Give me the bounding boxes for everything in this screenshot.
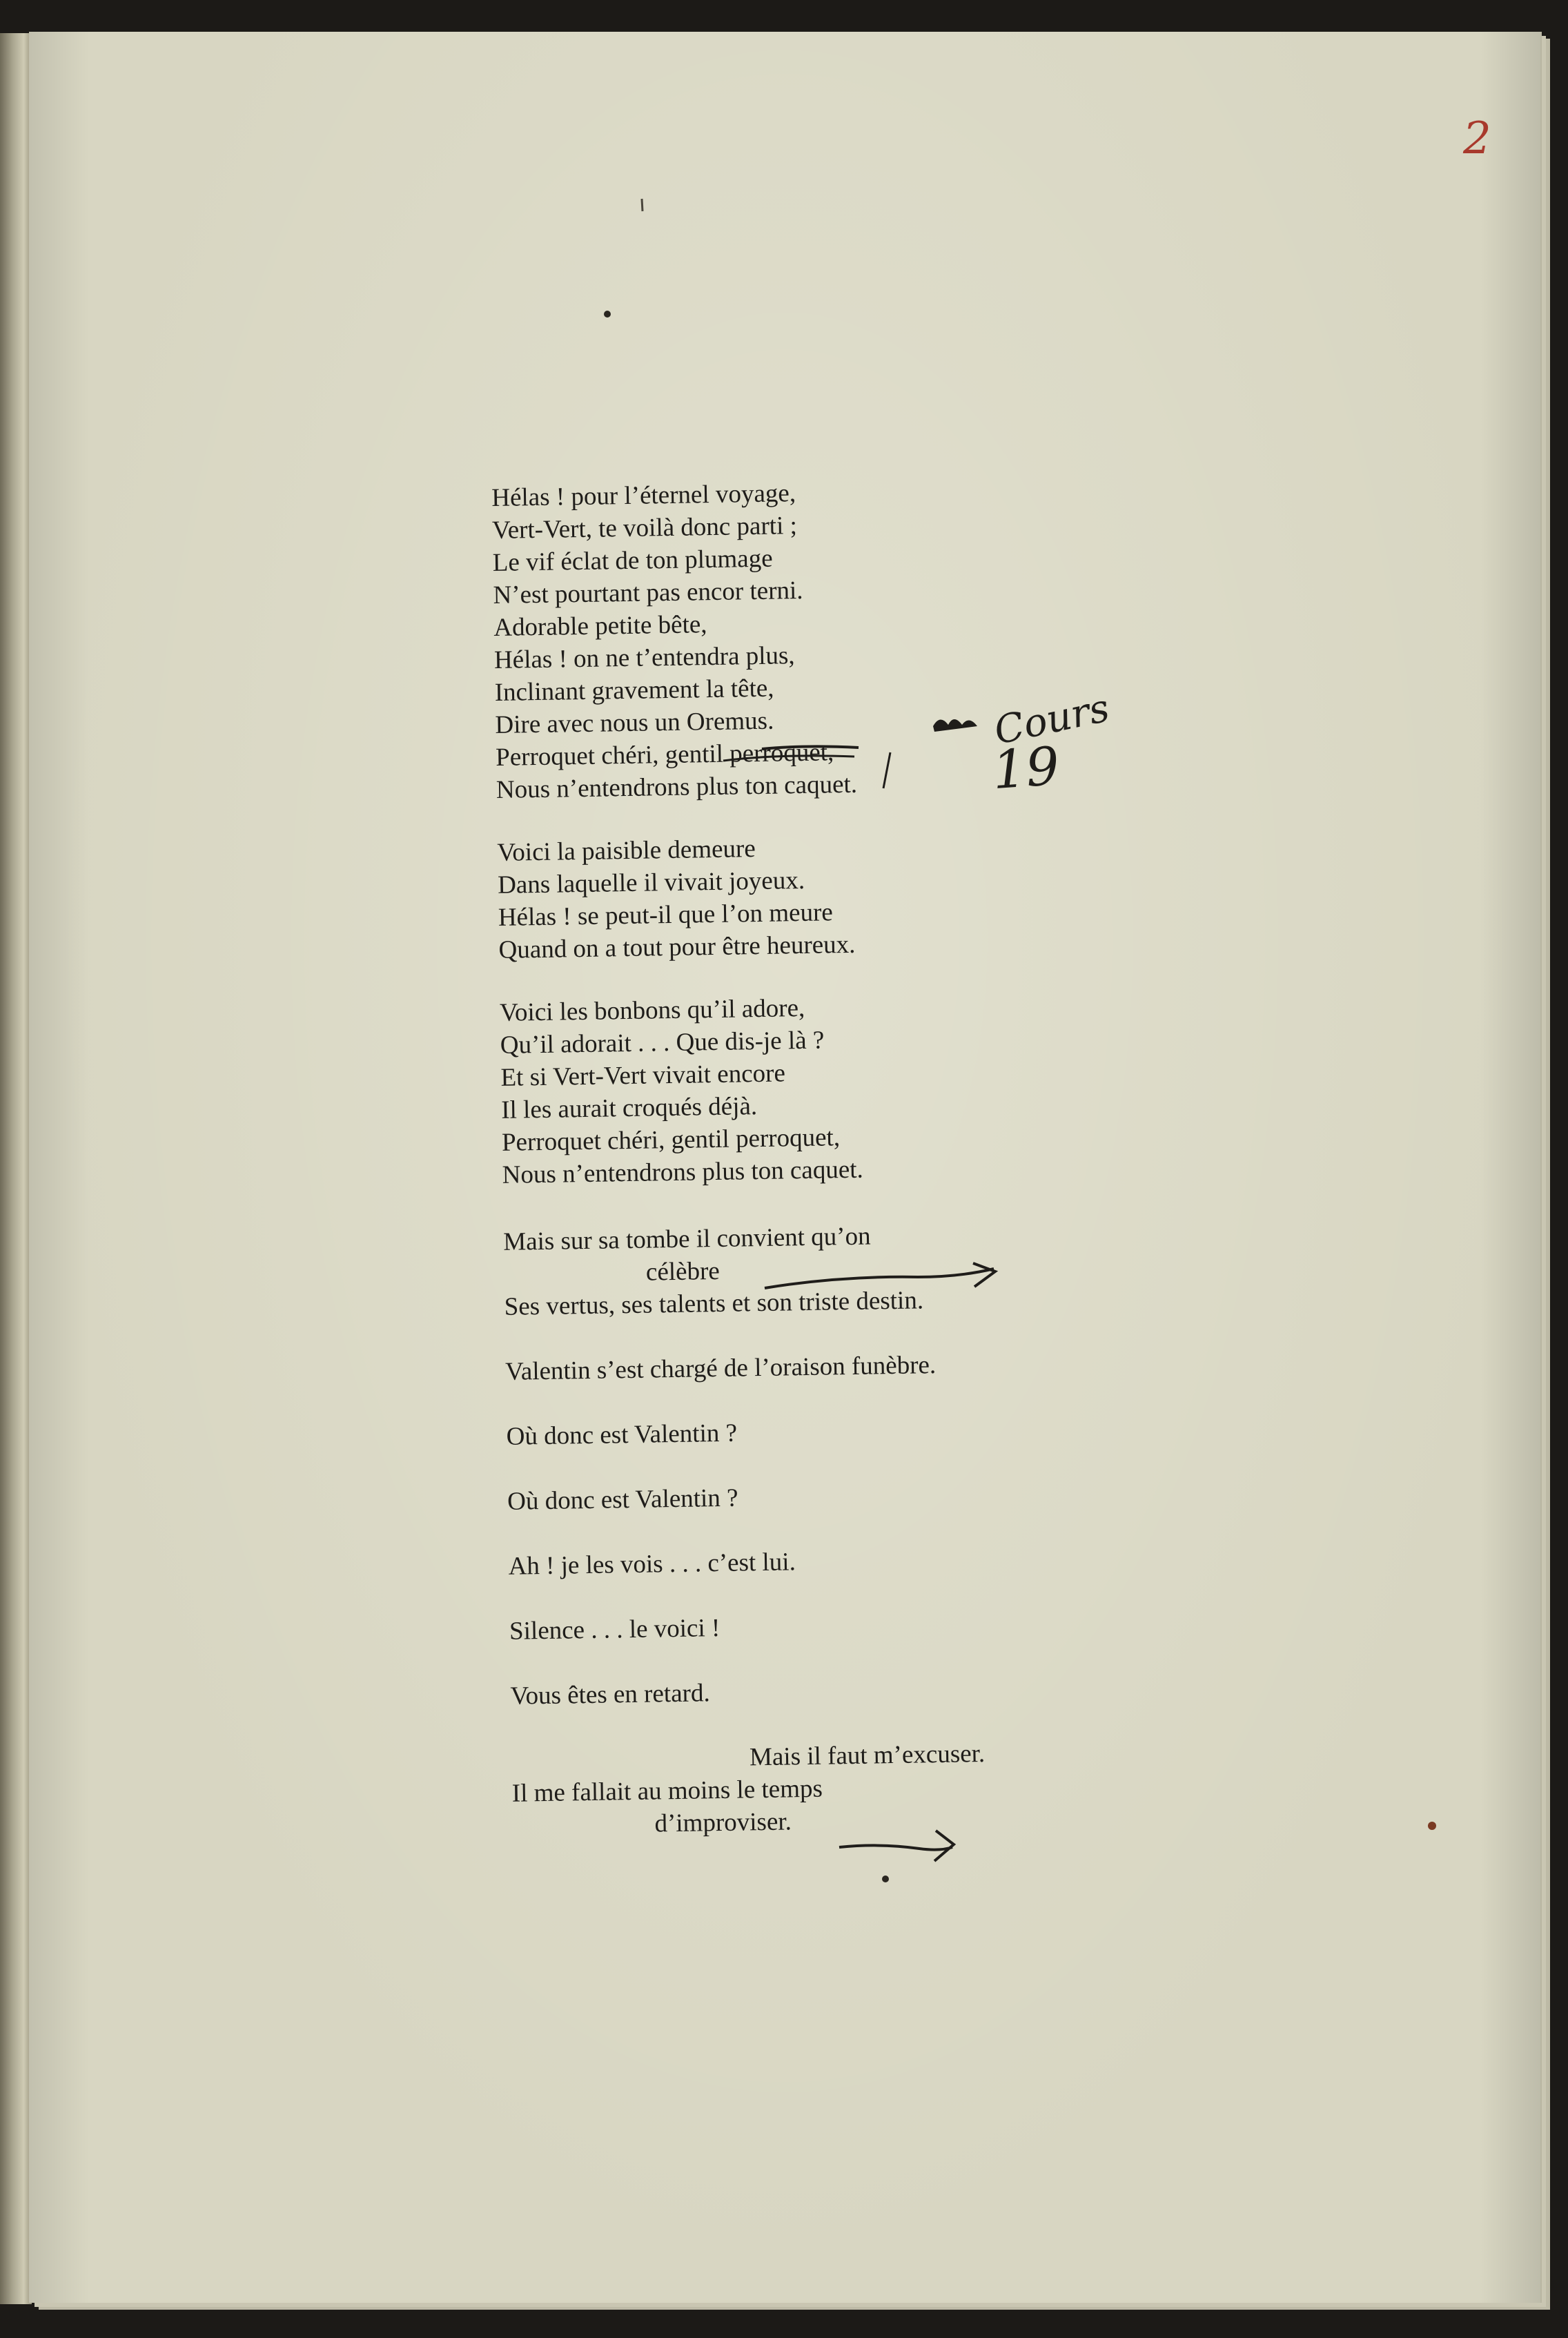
poem-line: Nous n’entendrons plus ton caquet. (502, 1155, 864, 1189)
poem-line: Le vif éclat de ton plumage (492, 544, 773, 577)
poem-line: Inclinant gravement la tête, (494, 674, 774, 707)
poem-line: Ses vertus, ses talents et son triste destin. (504, 1286, 924, 1321)
poem-line: Voici la paisible demeure (497, 835, 756, 867)
poem-line: Perroquet chéri, gentil perroquet, (501, 1123, 841, 1157)
poem-line: Dans laquelle il vivait joyeux. (497, 866, 805, 899)
poem-line: Hélas ! se peut-il que l’on meure (498, 898, 834, 932)
poem-line: Hélas ! pour l’éternel voyage, (491, 479, 796, 512)
poem-line: Adorable petite bête, (493, 610, 707, 642)
paper-speck (882, 1876, 889, 1882)
margin-annotation-number: 19 (990, 734, 1061, 801)
poem-line: Voici les bonbons qu’il adore, (499, 993, 805, 1027)
poem-line: Silence . . . le voici ! (509, 1614, 721, 1646)
scribble-mark (933, 719, 977, 732)
arrow-line (839, 1845, 952, 1849)
poem-line: N’est pourtant pas encor terni. (493, 576, 803, 610)
arrow-head (973, 1263, 995, 1287)
poem-line: Vous êtes en retard. (510, 1679, 710, 1711)
paper-speck (604, 311, 611, 318)
poem-line: Qu’il adorait . . . Que dis-je là ? (500, 1026, 825, 1060)
poem-line: Quand on a tout pour être heureux. (498, 930, 856, 964)
poem-line: Et si Vert-Vert vivait encore (500, 1059, 786, 1092)
poem-line: Dire avec nous un Oremus. (495, 706, 774, 739)
poem-line: Hélas ! on ne t’entendra plus, (493, 641, 795, 674)
strike-mark (883, 752, 890, 788)
poem-line: célèbre (645, 1256, 721, 1287)
poem-line: Mais il faut m’excuser. (749, 1739, 986, 1772)
margin-annotation-word: Cours (990, 685, 1114, 754)
poem-line: Valentin s’est chargé de l’oraison funèbre. (504, 1351, 937, 1386)
poem-line: d’improviser. (654, 1807, 792, 1838)
arrow-head (934, 1831, 954, 1861)
arrow-line (765, 1269, 994, 1288)
poem-line: Il les aurait croqués déjà. (500, 1092, 758, 1124)
poem-line: Ah ! je les vois . . . c’est lui. (508, 1548, 796, 1581)
strike-mark (723, 756, 854, 761)
poem-line: Perroquet chéri, gentil perroquet, (495, 738, 834, 772)
poem-line: Vert-Vert, te voilà donc parti ; (491, 512, 798, 545)
poem-line: Il me fallait au moins le temps (511, 1774, 823, 1808)
underline-mark (762, 746, 859, 749)
poem-line: Nous n’entendrons plus ton caquet. (496, 770, 858, 804)
poem-line: Où donc est Valentin ? (506, 1419, 738, 1451)
poem-line: Mais sur sa tombe il convient qu’on (502, 1222, 871, 1256)
poem-line: Où donc est Valentin ? (507, 1483, 738, 1516)
page-number: 2 (1463, 113, 1491, 164)
paper-speck (642, 199, 643, 211)
paper-speck (1428, 1822, 1436, 1830)
